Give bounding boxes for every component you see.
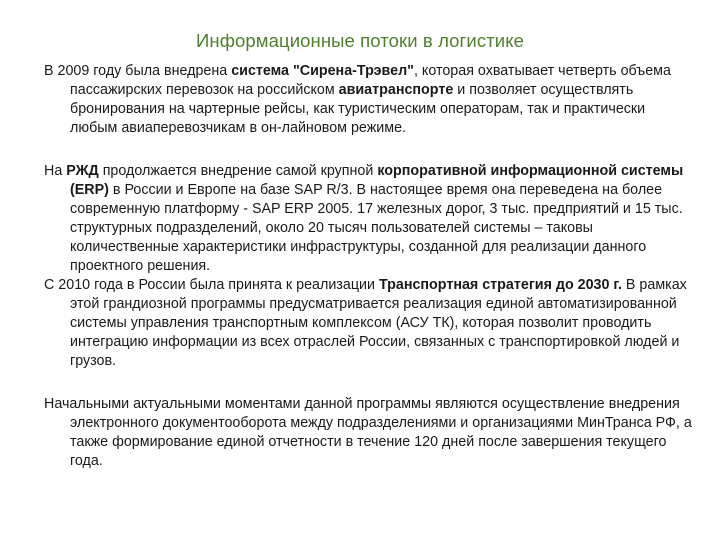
paragraph	[44, 62, 694, 138]
paragraph	[44, 162, 694, 276]
bold-text-run: система "Сирена-Трэвел"	[231, 63, 414, 79]
text-run: Начальными актуальными моментами данной программы являются осуществление внедрения электронного документооборота между подразделениями и организациями МинТранса РФ, а также формирование единой отчетности в течение 120 дней после завершения текущего года.	[44, 396, 692, 469]
text-run: продолжается внедрение самой крупной	[98, 163, 378, 179]
bold-text-run: РЖД	[66, 163, 99, 179]
text-run: В рамках этой грандиозной программы предусматривается реализация единой автоматизированной системы управления транспортным комплексом (АСУ ТК), которая позволит проводить интеграцию информации из всех отраслей России, связанных с транспортировкой людей и грузов.	[70, 277, 687, 369]
text-run: в России и Европе на базе SAP R/3. В настоящее время она переведена на более современную платформу - SAP ERP 2005. 17 железных дорог, 3 тыс. предприятий и 15 тыс. структурных подразделений, около 20 тысяч пользователей системы – таковы количественные характеристики инфраструктуры, созданной для реализации данного проектного решения.	[70, 182, 683, 274]
bold-text-run: корпоративной информационной системы (ERP)	[70, 163, 684, 198]
slide-title: Информационные потоки в логистике	[195, 30, 524, 51]
paragraph	[44, 395, 694, 471]
bold-text-run: авиатранспорте	[338, 82, 454, 98]
paragraph	[44, 276, 694, 371]
text-run: На	[44, 163, 67, 179]
text-run: В 2009 году была внедрена	[44, 63, 232, 79]
bold-text-run: Транспортная стратегия до 2030 г.	[378, 277, 622, 293]
text-run: и позволяет осуществлять бронирования на чартерные рейсы, как туристическим операторам, так и практически любым авиаперевозчикам в он-лайновом режиме.	[70, 82, 646, 136]
slide-body	[44, 62, 694, 471]
text-run: , которая охватывает четверть объема пассажирских перевозок на российском	[70, 63, 671, 98]
text-run: С 2010 года в России была принята к реализации	[44, 277, 379, 293]
